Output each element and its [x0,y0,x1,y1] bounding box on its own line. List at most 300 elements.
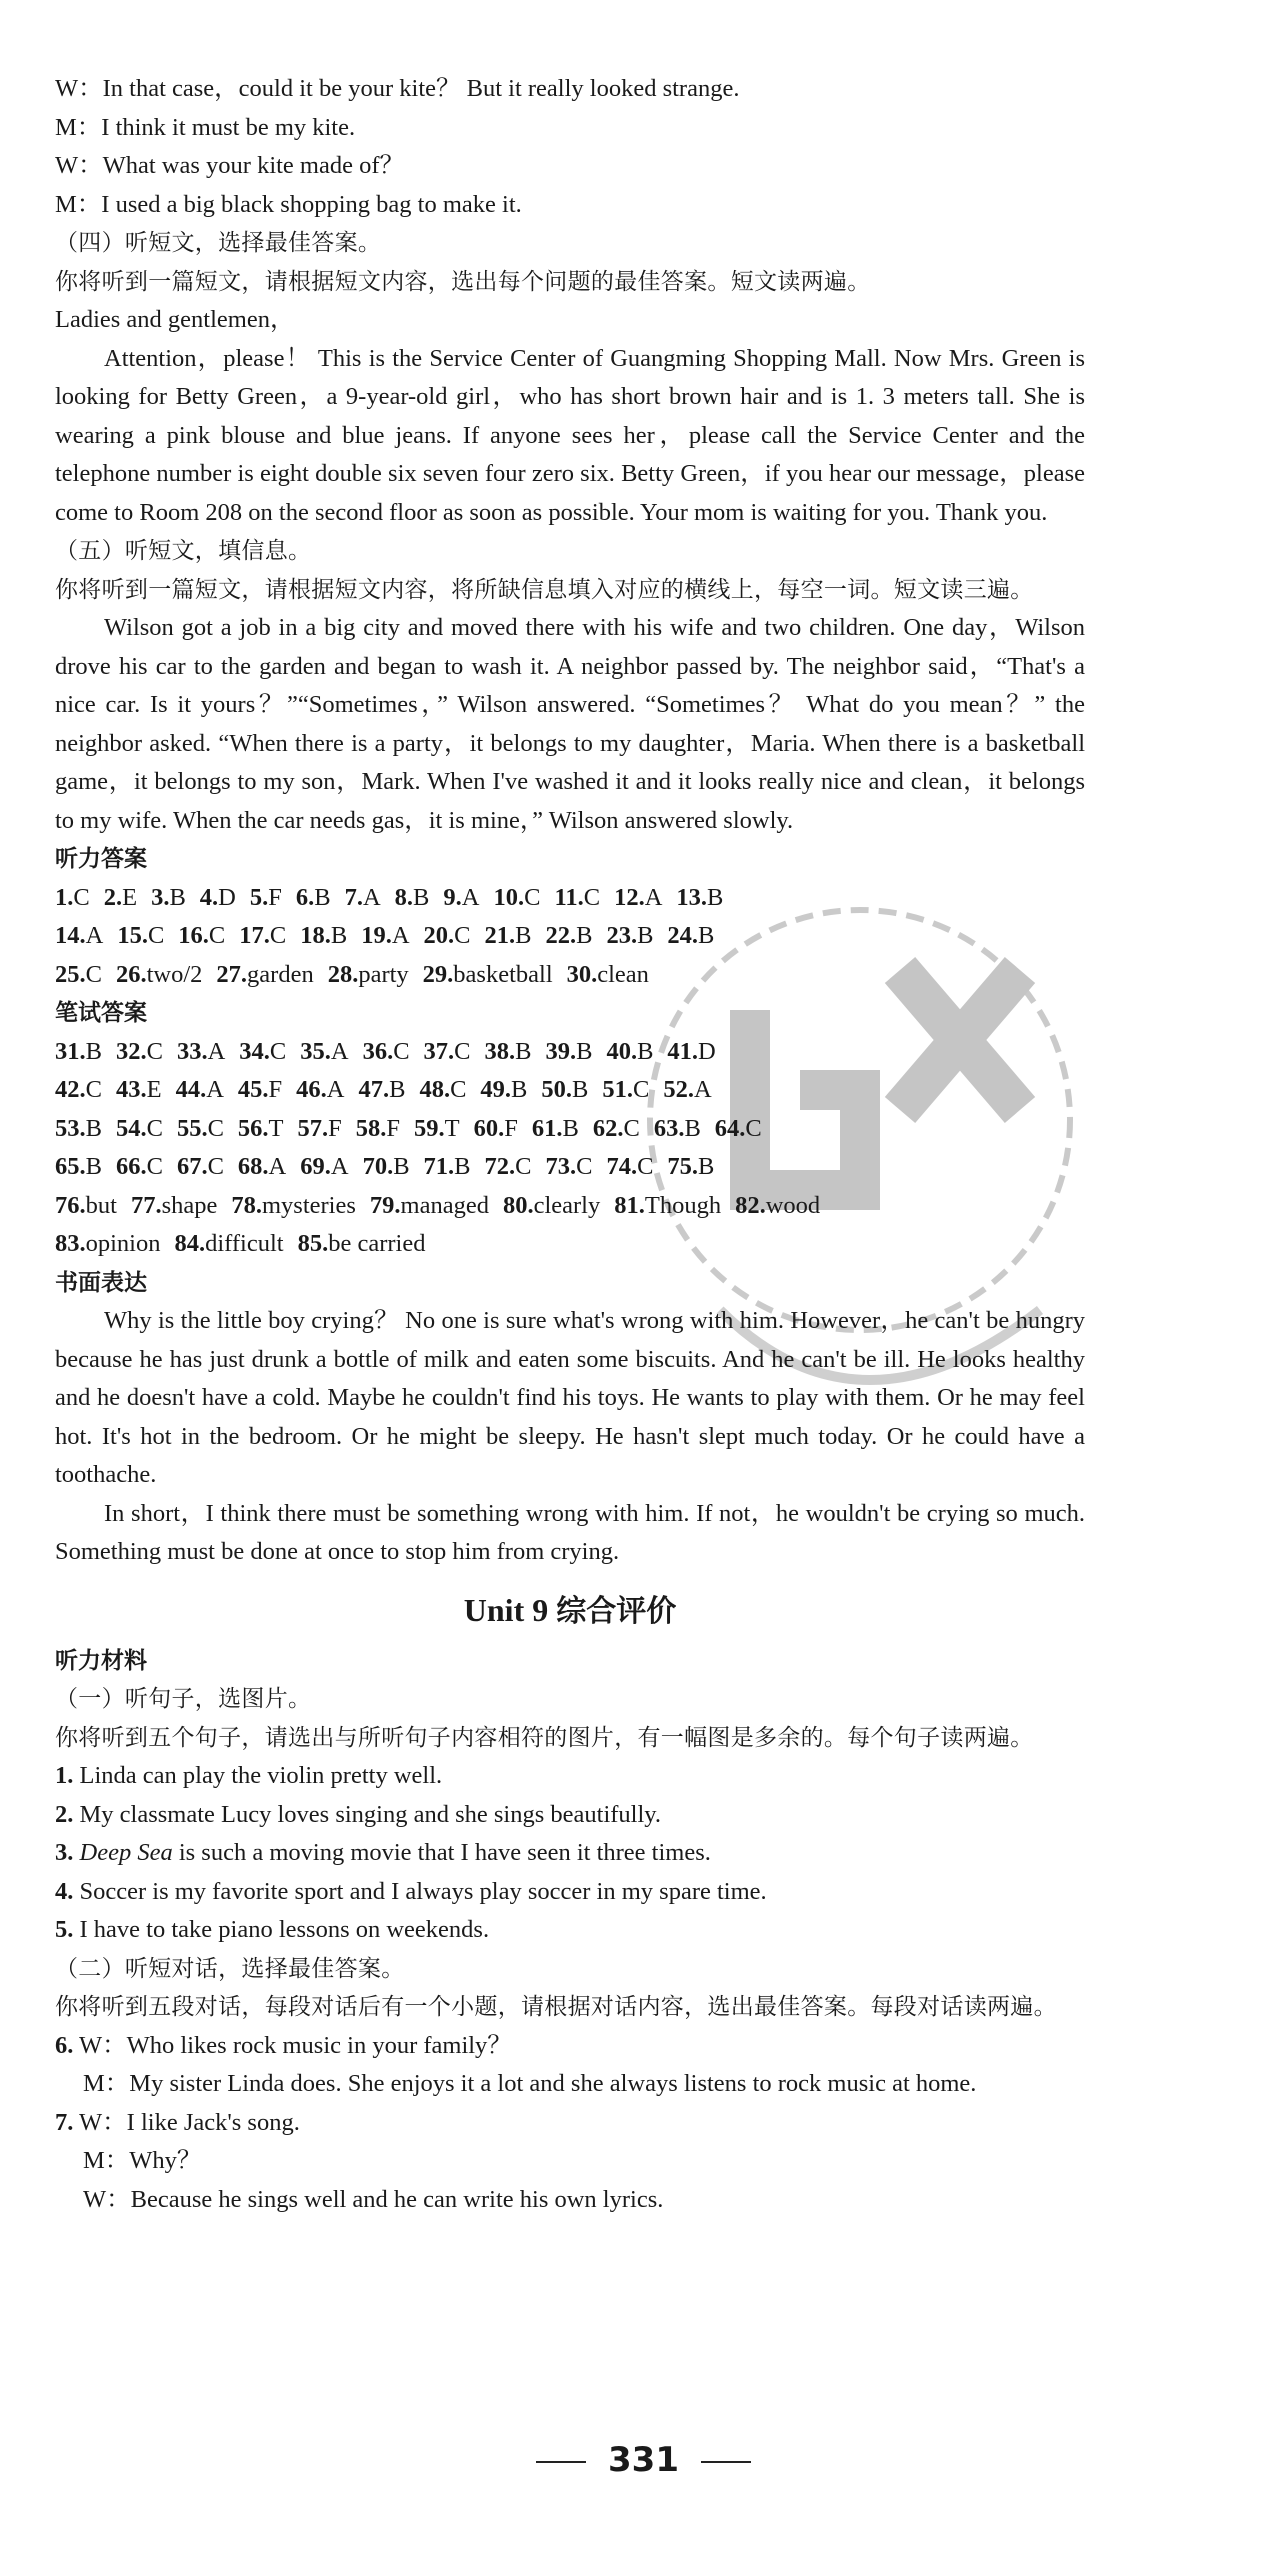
answer-value: C [147,922,165,949]
answer-value: B [684,1114,701,1142]
answer-number: 64. [714,1114,746,1142]
answer-item [735,1187,820,1226]
answer-number: 42. [55,1076,86,1103]
sentence-item: 5. I have to take piano lessons on weekends. [55,1916,490,1943]
answer-number: 31. [55,1037,86,1065]
answer-item [55,1148,102,1187]
answer-value: F [268,883,282,911]
answer-number: 19. [361,922,392,949]
answer-item [370,1187,489,1226]
answer-value: C [269,1037,287,1065]
answer-number: 12. [614,883,645,911]
answer-number: 1. [55,883,74,911]
answer-number: 68. [237,1153,269,1180]
answer-number: 44. [175,1076,207,1103]
answer-item [176,1071,224,1110]
answer-number: 58. [355,1114,387,1142]
answer-item [361,917,409,956]
answer-value: B [637,1037,654,1065]
answer-item [116,1110,163,1149]
answer-value: garden [247,960,314,988]
answer-value: T [444,1114,460,1142]
answer-value: F [328,1114,342,1142]
answer-number: 59. [414,1114,445,1142]
answer-row [55,1110,1085,1149]
sentence-item: 2. My classmate Lucy loves singing and she sings beautifully. [55,1800,662,1828]
answer-item [663,1071,711,1110]
answer-number: 62. [592,1114,624,1142]
answer-item [474,1110,518,1149]
unit9-section-1-instruction: 你将听到五个句子，请选出与所听句子内容相符的图片，有一幅图是多余的。每个句子读两遍。 [55,1724,1034,1751]
answer-item [667,917,714,956]
answer-item [239,1033,286,1072]
section-4-instruction: 你将听到一篇短文，请根据短文内容，选出每个问题的最佳答案。短文读两遍。 [55,268,871,295]
answer-number: 74. [606,1153,638,1180]
answer-item [363,1033,410,1072]
answer-value: party [358,960,409,988]
answer-number: 22. [545,922,577,949]
answer-value: clean [597,960,649,988]
answer-item [419,1071,466,1110]
writing-paragraph-2: In short，I think there must be something wrong with him. If not，he wouldn't be crying so much. Something must be done at once to stop him from crying. [55,1499,1085,1565]
answer-item [300,1033,348,1072]
answer-number: 45. [237,1076,269,1103]
answer-item [298,1110,342,1149]
answer-item [606,917,653,956]
answer-value: B [389,1076,406,1103]
answer-item [151,879,186,918]
dialogue-line: W：In that case，could it be your kite？ But it really looked strange. [55,75,740,102]
answer-value: two/2 [146,960,203,988]
answer-row [55,1225,1085,1264]
answer-number: 76. [55,1191,86,1219]
answer-value: C [146,1037,163,1065]
answer-item [238,1110,284,1149]
answer-number: 49. [480,1076,512,1103]
writing-paragraph-1: Why is the little boy crying？ No one is sure what's wrong with him. However，he can't be hungry because he has just drunk a bottle of milk and eaten some biscuits. And he can't be ill. He looks healthy and he doesn't have a cold. Maybe he couldn't find his toys. He wants to play with them. Or he may feel hot. It's hot in the bedroom. Or he might be sleepy. He hasn't slept much today. Or he could have a toothache. [55,1307,1085,1488]
answer-item [328,956,409,995]
answer-value: F [386,1114,401,1142]
answer-value: F [504,1114,518,1142]
answer-number: 71. [423,1153,455,1180]
listening-answers [55,879,1085,995]
answer-value: C [576,1153,593,1180]
answer-item [395,879,430,918]
answer-item [55,1071,102,1110]
answer-value: E [146,1076,162,1103]
answer-item [55,1225,161,1264]
answer-item [485,1148,532,1187]
answer-item [363,1148,410,1187]
answer-number: 23. [606,922,638,949]
answer-number: 83. [55,1230,86,1257]
answer-value: A [268,1153,287,1180]
answer-number: 41. [667,1037,699,1065]
unit9-section-2-instruction: 你将听到五段对话，每段对话后有一个小题，请根据对话内容，选出最佳答案。每段对话读两遍。 [55,1994,1057,2020]
answer-value: C [85,960,102,988]
answer-value: Though [644,1191,722,1219]
section-4-passage: Attention，please！ This is the Service Center of Guangming Shopping Mall. Now Mrs. Green is looking for Betty Green，a 9-year-old girl，who has short brown hair and is 1. 3 meters tall. She is wearing a pink blouse and blue jeans. If anyone sees her，please call the Service Center and the telephone number is eight double six seven four zero six. Betty Green，if you hear our message，please come to Room 208 on the second floor as soon as possible. Your mom is waiting for you. Thank you. [55,344,1085,526]
answer-value: C [637,1153,654,1180]
answer-item [131,1187,217,1226]
content-column [55,70,1085,2219]
answer-item [178,917,225,956]
sentence-item: 1. Linda can play the violin pretty well. [55,1762,443,1789]
answer-item [480,1071,527,1110]
answer-item [423,956,553,995]
answer-value: C [73,883,90,911]
answer-number: 10. [493,883,525,911]
answer-number: 26. [115,960,147,988]
answer-number: 47. [358,1076,390,1103]
answer-number: 46. [296,1076,327,1103]
answer-item [593,1110,640,1149]
unit-title-en: Unit 9 [463,1591,557,1628]
answer-number: 30. [566,960,598,988]
answer-value: A [326,1076,345,1103]
page-number: 331 [608,2440,679,2480]
answer-value: B [707,883,724,911]
answer-value: C [454,1037,471,1065]
answer-item [614,1187,721,1226]
answer-value: B [576,922,593,949]
written-answers-heading: 笔试答案 [55,1000,147,1026]
answer-number: 27. [216,960,248,988]
answer-number: 11. [554,883,584,911]
answer-value: B [85,1153,102,1180]
footer-dash-left [536,2461,586,2463]
answer-number: 50. [541,1076,573,1103]
answer-item [358,1071,405,1110]
answer-item [117,917,164,956]
listening-material-heading: 听力材料 [55,1647,147,1674]
answer-row [55,956,1085,995]
section-4-greeting: Ladies and gentlemen， [55,306,295,333]
answer-item [676,879,723,918]
answer-item [485,1033,532,1072]
answer-item [424,1148,471,1187]
answer-number: 52. [663,1076,694,1103]
answer-number: 16. [178,922,209,949]
answer-value: basketball [453,960,553,988]
answer-number: 35. [300,1037,331,1065]
answer-value: B [515,1037,532,1065]
answer-value: A [330,1153,349,1180]
answer-item [424,917,471,956]
unit9-sentences [55,1757,1085,1950]
answer-number: 2. [103,883,123,911]
answer-value: mysteries [261,1191,356,1219]
answer-number: 77. [130,1191,162,1219]
answer-value: be carried [328,1230,426,1257]
answer-value: managed [400,1191,489,1219]
question-7-w2: W：Because he sings well and he can write his own lyrics. [83,2185,664,2213]
answer-value: difficult [205,1230,284,1257]
answer-item [216,956,313,995]
dialogue-line: M：I think it must be my kite. [55,113,356,141]
unit9-section-1-heading: （一）听句子，选图片。 [55,1686,312,1712]
answer-value: B [454,1153,471,1180]
answer-value: B [572,1076,589,1103]
answer-number: 8. [394,883,414,911]
answer-number: 85. [297,1230,329,1257]
answer-number: 29. [422,960,454,988]
answer-value: A [461,883,480,911]
listening-answers-heading: 听力答案 [55,846,147,872]
answer-item [345,879,381,918]
answer-item [654,1110,701,1149]
answer-number: 4. [199,883,219,911]
answer-number: 53. [55,1114,86,1142]
answer-item [493,879,540,918]
answer-value: C [85,1076,102,1103]
answer-number: 66. [115,1153,147,1180]
answer-number: 34. [239,1037,270,1065]
answer-item [55,956,102,995]
answer-value: C [583,883,601,911]
answer-item [296,879,331,918]
dialogue-line: W：What was your kite made of？ [55,152,405,179]
answer-value: B [85,1114,102,1142]
answer-value: A [362,883,381,911]
section-5-instruction: 你将听到一篇短文，请根据短文内容，将所缺信息填入对应的横线上，每空一词。短文读三遍。 [55,576,1034,603]
answer-item [606,1033,653,1072]
answer-number: 63. [653,1114,685,1142]
dialogue-line: M：I used a big black shopping bag to make it. [55,190,522,218]
answer-number: 6. [295,883,315,911]
answer-item [545,917,592,956]
unit-title-cn: 综合评价 [556,1593,677,1629]
answer-value: A [644,883,663,911]
answer-value: C [632,1076,650,1103]
answer-item [356,1110,400,1149]
answer-value: C [207,1153,224,1180]
answer-value: C [207,1114,224,1142]
answer-item [238,1148,286,1187]
answer-number: 18. [300,922,331,949]
answer-item [545,1148,592,1187]
answer-value: B [562,1114,579,1142]
answer-item [606,1148,653,1187]
answer-number: 70. [362,1153,394,1180]
answer-value: shape [161,1191,218,1219]
answer-number: 32. [115,1037,147,1065]
answer-number: 54. [115,1114,147,1142]
answer-item [485,917,532,956]
answer-value: opinion [85,1230,161,1257]
answer-item [55,1033,102,1072]
answer-item [177,1110,224,1149]
answer-value: A [330,1037,349,1065]
answer-item [116,1071,162,1110]
answer-number: 84. [174,1230,206,1257]
answer-number: 14. [55,922,86,949]
answer-item [250,879,282,918]
answer-item [175,1225,284,1264]
answer-number: 82. [735,1191,766,1219]
answer-row [55,1071,1085,1110]
answer-item [567,956,649,995]
answer-row [55,1148,1085,1187]
sentence-item: 3. Deep Sea is such a moving movie that I have seen it three times. [55,1839,711,1866]
answer-number: 28. [327,960,359,988]
answer-number: 61. [531,1114,563,1142]
answer-number: 51. [602,1076,633,1103]
answer-value: C [454,922,471,949]
answer-number: 81. [614,1191,645,1219]
answer-value: F [268,1076,283,1103]
answer-item [554,879,600,918]
answer-item [55,917,103,956]
answer-value: C [745,1114,762,1142]
answer-number: 5. [249,883,269,911]
answer-item [300,917,347,956]
answer-number: 24. [667,922,699,949]
answer-number: 56. [237,1114,269,1142]
answer-number: 75. [667,1153,699,1180]
section-5-passage: Wilson got a job in a big city and moved there with his wife and two children. One day，Wilson drove his car to the garden and began to wash it. A neighbor passed by. The neighbor said，“That's a nice car. Is it yours？”“Sometimes，” Wilson answered. “Sometimes？ What do you mean？” the neighbor asked. “When there is a party，it belongs to my daughter，Maria. When there is a basketball game，it belongs to my son，Mark. When I've washed it and it looks really nice and clean，it belongs to my wife. When the car needs gas，it is mine，” Wilson answered slowly. [55,614,1085,834]
answer-item [300,1148,348,1187]
answer-item [715,1110,762,1149]
answer-value: wood [765,1191,821,1219]
answer-item [602,1071,649,1110]
answer-item [55,1187,117,1226]
answer-item [116,1148,163,1187]
answer-value: A [206,1076,224,1103]
answer-value: B [85,1037,102,1065]
answer-number: 73. [545,1153,577,1180]
answer-value: A [693,1076,712,1103]
unit9-section-2-heading: （二）听短对话，选择最佳答案。 [55,1955,405,1982]
answer-row [55,1187,1085,1226]
answer-number: 20. [423,922,455,949]
answer-number: 9. [443,883,462,911]
question-6-w: 6. W：Who likes rock music in your family？ [55,2031,512,2059]
answer-value: C [208,922,226,949]
answer-number: 79. [369,1191,401,1219]
answer-number: 65. [55,1153,86,1180]
answer-value: C [146,1114,163,1142]
answer-number: 40. [606,1037,638,1065]
answer-value: T [268,1114,284,1142]
answer-item [104,879,137,918]
answer-item [414,1110,460,1149]
answer-number: 13. [676,883,708,911]
sentence-item: 4. Soccer is my favorite sport and I always play soccer in my spare time. [55,1877,767,1905]
answer-value: C [515,1153,532,1180]
answer-item [667,1033,715,1072]
answer-row [55,879,1085,918]
answer-value: B [330,922,348,949]
writing-heading: 书面表达 [55,1269,147,1296]
answer-value: C [393,1037,410,1065]
answer-item [55,1110,102,1149]
answer-value: A [391,922,410,949]
answer-item [238,1071,282,1110]
section-5-heading: （五）听短文，填信息。 [55,538,312,564]
answer-value: B [698,922,715,949]
question-6-m: M：My sister Linda does. She enjoys it a lot and she always listens to rock music at home. [83,2070,977,2097]
answer-number: 69. [300,1153,331,1180]
answer-number: 39. [545,1037,577,1065]
section-4-heading: （四）听短文，选择最佳答案。 [55,230,382,256]
answer-value: B [511,1076,528,1103]
answer-number: 33. [176,1037,208,1065]
answer-item [545,1033,592,1072]
answer-number: 25. [55,960,86,988]
answer-value: A [85,922,104,949]
question-7-w: 7. W：I like Jack's song. [55,2108,300,2136]
answer-value: C [524,883,541,911]
answer-value: A [207,1037,226,1065]
answer-item [541,1071,588,1110]
answer-item [298,1225,426,1264]
question-7-m: M：Why？ [83,2147,202,2174]
answer-value: B [393,1153,410,1180]
answer-value: C [269,922,287,949]
answer-number: 17. [239,922,270,949]
answer-number: 55. [176,1114,208,1142]
answer-number: 38. [484,1037,516,1065]
answer-number: 3. [151,883,170,911]
answer-value: B [413,883,430,911]
answer-value: D [218,883,236,911]
answer-item [116,1033,163,1072]
answer-value: C [146,1153,163,1180]
answer-number: 21. [484,922,516,949]
answer-number: 80. [502,1191,534,1219]
footer-dash-right [701,2461,751,2463]
answer-item [503,1187,600,1226]
answer-item [55,879,90,918]
answer-item [116,956,202,995]
answer-value: but [85,1191,117,1219]
answer-number: 72. [484,1153,516,1180]
answer-item [532,1110,579,1149]
dialogue-top [55,70,1085,224]
answer-number: 37. [423,1037,455,1065]
answer-value: clearly [533,1191,601,1219]
answer-item [231,1187,356,1226]
answer-number: 7. [344,883,363,911]
answer-number: 60. [473,1114,505,1142]
answer-number: 36. [362,1037,394,1065]
answer-number: 48. [419,1076,451,1103]
answer-number: 78. [231,1191,262,1219]
answer-value: E [122,883,138,911]
answer-value: B [169,883,186,911]
answer-item [177,1148,224,1187]
answer-item [200,879,236,918]
answer-value: C [450,1076,467,1103]
answer-item [667,1148,714,1187]
answer-value: B [314,883,331,911]
answer-value: B [698,1153,715,1180]
answer-item [424,1033,471,1072]
answer-item [239,917,286,956]
answer-value: B [576,1037,593,1065]
answer-number: 57. [297,1114,329,1142]
answer-number: 15. [117,922,148,949]
answer-number: 43. [115,1076,147,1103]
page-footer [0,2440,1287,2480]
answer-number: 67. [176,1153,208,1180]
answer-item [614,879,662,918]
answer-row [55,917,1085,956]
unit-title [55,1580,1085,1642]
answer-item [296,1071,344,1110]
answer-value: B [515,922,532,949]
